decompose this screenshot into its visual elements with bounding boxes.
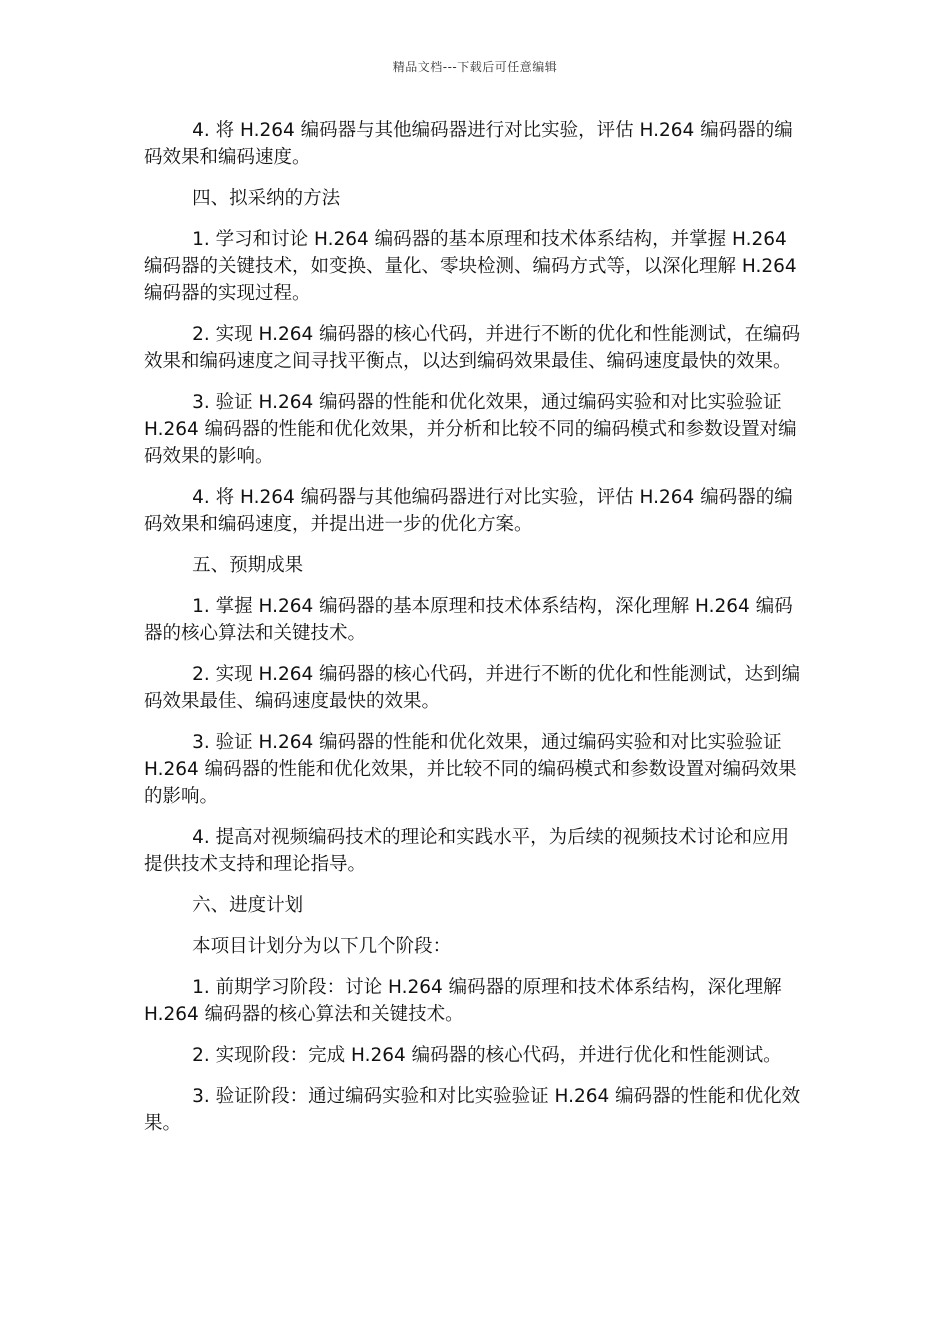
section-heading-methods: 四、拟采纳的方法 bbox=[192, 188, 341, 209]
section-heading-expected-results: 五、预期成果 bbox=[192, 555, 304, 576]
paragraph-schedule-intro: 本项目计划分为以下几个阶段： bbox=[192, 936, 452, 957]
paragraph-results-1: 1. 掌握 H.264 编码器的基本原理和技术体系结构，深化理解 H.264 编码器的核心算法和关键技术。 bbox=[144, 596, 793, 644]
document-body bbox=[144, 117, 806, 1151]
paragraph-methods-1: 1. 学习和讨论 H.264 编码器的基本原理和技术体系结构，并掌握 H.264 编码器的关键技术，如变换、量化、零块检测、编码方式等，以深化理解 H.264 编码器的实现过程。 bbox=[144, 229, 797, 304]
page-header: 精品文档---下载后可任意编辑 bbox=[392, 60, 558, 74]
section-heading-schedule: 六、进度计划 bbox=[192, 895, 304, 916]
paragraph-results-2: 2. 实现 H.264 编码器的核心代码，并进行不断的优化和性能测试，达到编码效果最佳、编码速度最快的效果。 bbox=[144, 664, 801, 712]
paragraph-schedule-3: 3. 验证阶段：通过编码实验和对比实验验证 H.264 编码器的性能和优化效果。 bbox=[144, 1086, 801, 1134]
paragraph-schedule-2: 2. 实现阶段：完成 H.264 编码器的核心代码，并进行优化和性能测试。 bbox=[192, 1045, 782, 1066]
paragraph-methods-2: 2. 实现 H.264 编码器的核心代码，并进行不断的优化和性能测试，在编码效果和编码速度之间寻找平衡点，以达到编码效果最佳、编码速度最快的效果。 bbox=[144, 324, 801, 372]
paragraph-methods-3: 3. 验证 H.264 编码器的性能和优化效果，通过编码实验和对比实验验证 H.264 编码器的性能和优化效果，并分析和比较不同的编码模式和参数设置对编码效果的影响。 bbox=[144, 392, 797, 467]
paragraph-results-3: 3. 验证 H.264 编码器的性能和优化效果，通过编码实验和对比实验验证 H.264 编码器的性能和优化效果，并比较不同的编码模式和参数设置对编码效果的影响。 bbox=[144, 732, 797, 807]
paragraph-results-4: 4. 提高对视频编码技术的理论和实践水平，为后续的视频技术讨论和应用提供技术支持和理论指导。 bbox=[144, 827, 790, 875]
paragraph-methods-4: 4. 将 H.264 编码器与其他编码器进行对比实验，评估 H.264 编码器的编码效果和编码速度，并提出进一步的优化方案。 bbox=[144, 487, 793, 535]
paragraph-section-3-item-4: 4. 将 H.264 编码器与其他编码器进行对比实验，评估 H.264 编码器的编码效果和编码速度。 bbox=[144, 120, 793, 168]
paragraph-schedule-1: 1. 前期学习阶段：讨论 H.264 编码器的原理和技术体系结构，深化理解 H.264 编码器的核心算法和关键技术。 bbox=[144, 977, 782, 1025]
